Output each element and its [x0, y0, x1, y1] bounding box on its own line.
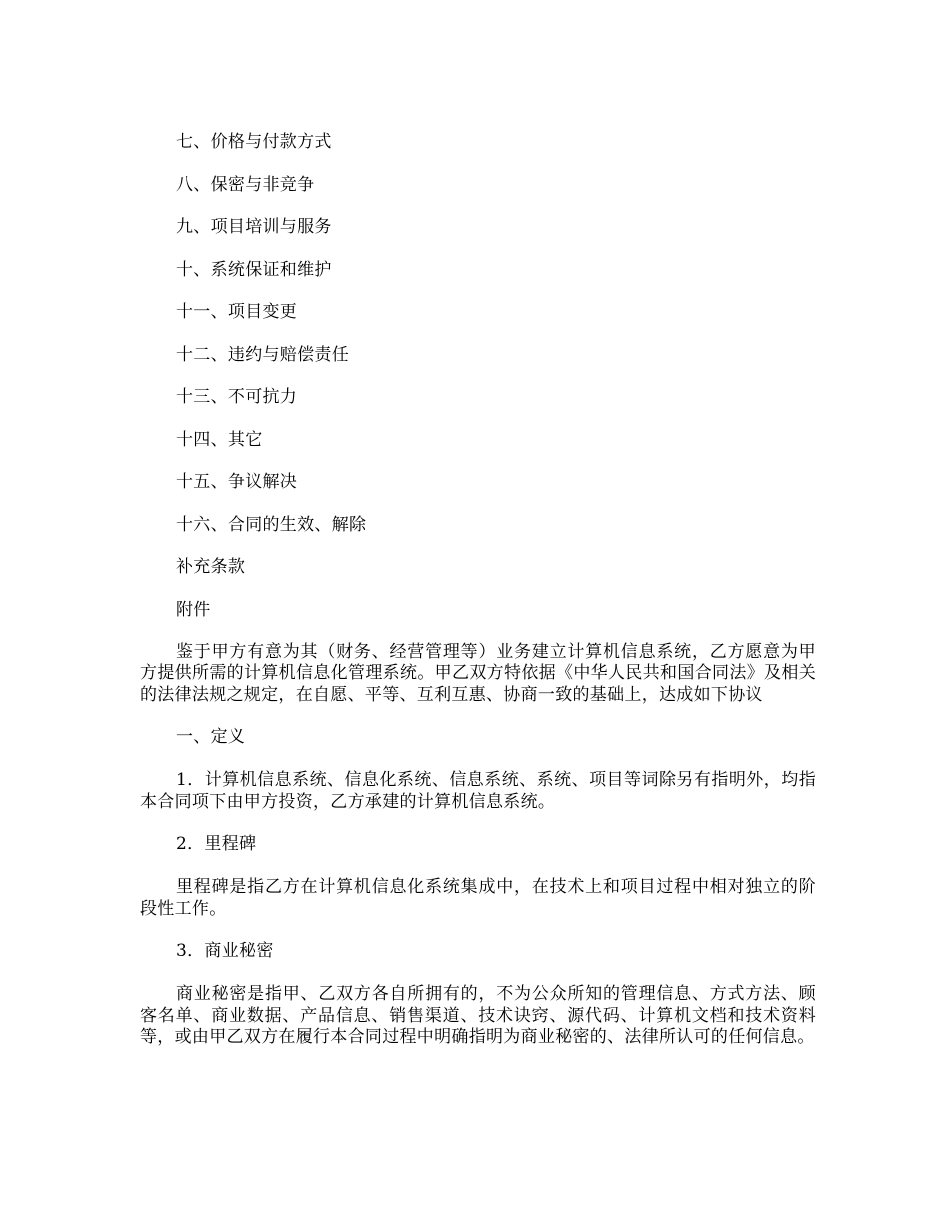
definition-item-3-heading: 3．商业秘密	[176, 941, 274, 961]
toc-item-effect-termination: 十六、合同的生效、解除	[176, 514, 367, 535]
definition-item-1: 1．计算机信息系统、信息化系统、信息系统、系统、项目等词除另有指明外，均指本合同项下由甲方投资，乙方承建的计算机信息系统。	[140, 770, 816, 812]
toc-item-breach-liability: 十二、违约与赔偿责任	[176, 344, 349, 365]
toc-item-confidentiality: 八、保密与非竞争	[176, 174, 315, 195]
document-body	[140, 132, 816, 1049]
toc-item-attachment: 附件	[176, 599, 211, 620]
toc-item-other: 十四、其它	[176, 429, 263, 450]
preamble-paragraph: 鉴于甲方有意为其（财务、经营管理等）业务建立计算机信息系统，乙方愿意为甲方提供所需的计算机信息化管理系统。甲乙双方特依据《中华人民共和国合同法》及相关的法律法规之规定，在自愿、平等、互利互惠、协商一致的基础上，达成如下协议	[140, 641, 816, 705]
toc-item-training-service: 九、项目培训与服务	[176, 217, 332, 237]
toc-item-dispute-resolution: 十五、争议解决	[176, 472, 298, 492]
toc-item-force-majeure: 十三、不可抗力	[176, 387, 298, 407]
contents-list	[140, 132, 816, 621]
toc-item-warranty-maintenance: 十、系统保证和维护	[176, 259, 332, 280]
toc-item-price-payment: 七、价格与付款方式	[176, 132, 332, 152]
definition-item-3-text: 商业秘密是指甲、乙双方各自所拥有的，不为公众所知的管理信息、方式方法、顾客名单、商业数据、产品信息、销售渠道、技术诀窍、源代码、计算机文档和技术资料等，或由甲乙双方在履行本合同过程中明确指明为商业秘密的、法律所认可的任何信息。	[140, 984, 816, 1047]
definition-item-2-text: 里程碑是指乙方在计算机信息化系统集成中，在技术上和项目过程中相对独立的阶段性工作。	[140, 877, 816, 919]
section-heading-definitions: 一、定义	[176, 727, 246, 747]
toc-item-supplementary: 补充条款	[176, 557, 246, 577]
definition-item-2-heading: 2．里程碑	[176, 834, 257, 854]
toc-item-project-change: 十一、项目变更	[176, 302, 298, 322]
